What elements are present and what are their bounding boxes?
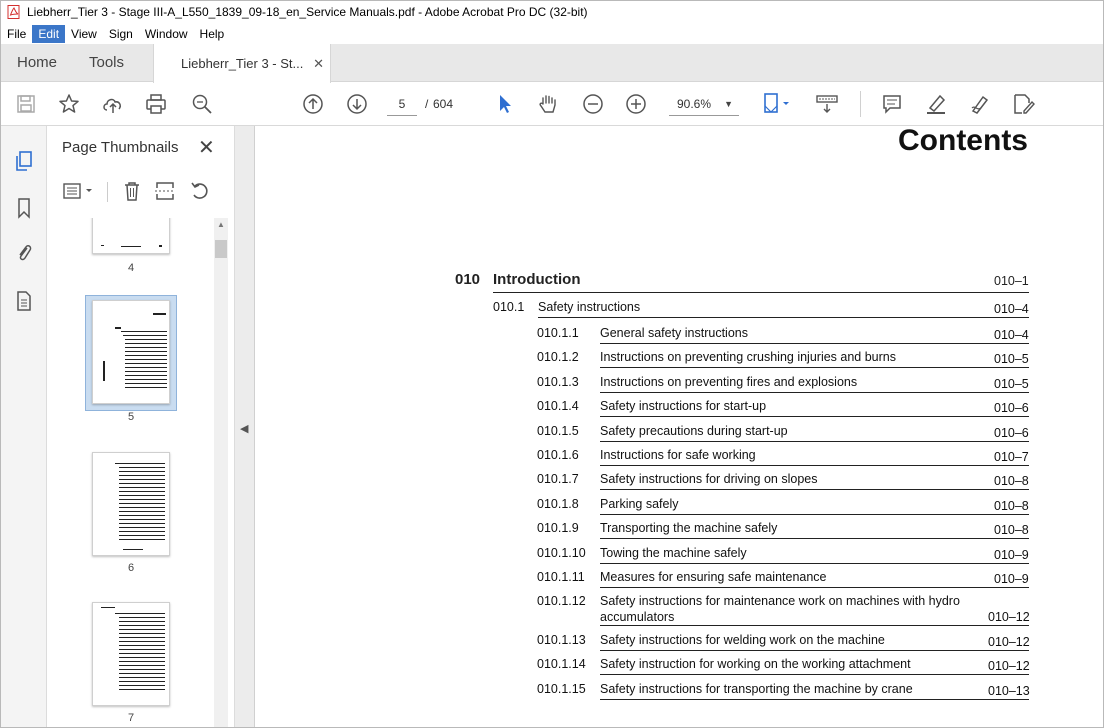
panel-title: Page Thumbnails (62, 139, 179, 156)
thumb-line (119, 471, 165, 472)
toc-entry-title: Safety instructions for start-up (600, 399, 767, 414)
toc-rule (600, 587, 1029, 588)
toc-rule (493, 292, 1029, 293)
toc-entry-page: 010–12 (988, 659, 1030, 674)
toc-section-number: 010.1 (493, 300, 525, 314)
toc-entry-number: 010.1.14 (537, 657, 586, 672)
zoom-out-icon[interactable] (580, 91, 606, 117)
zoom-level-select[interactable] (669, 92, 739, 116)
toc-section-page: 010–4 (994, 302, 1029, 316)
next-page-icon[interactable] (344, 91, 370, 117)
thumb-line (119, 661, 165, 662)
thumbnail-list[interactable] (48, 218, 235, 728)
toc-entry-title: Safety instructions for transporting the machine by crane (600, 681, 913, 696)
toc-entry-page: 010–5 (994, 352, 1029, 367)
menu-bar (1, 23, 1104, 44)
toc-entry-title: Instructions on preventing fires and explosions (600, 374, 858, 389)
toc-entry-number: 010.1.3 (537, 374, 579, 389)
thumb-line (123, 335, 167, 336)
thumb-line (119, 681, 165, 682)
toc-entry-number: 010.1.7 (537, 472, 579, 487)
thumb-line (119, 531, 165, 532)
zoom-in-icon[interactable] (623, 91, 649, 117)
toc-rule (600, 674, 1029, 675)
thumb-line (119, 479, 165, 480)
upload-cloud-icon[interactable] (100, 91, 126, 117)
toc-rule (600, 465, 1029, 466)
panel-splitter[interactable] (235, 126, 255, 728)
toc-entry-title: Transporting the machine safely (600, 521, 778, 536)
toc-rule (600, 650, 1029, 651)
toc-entry-title: Instructions for safe working (600, 448, 756, 462)
menu-sign[interactable]: Sign (108, 26, 133, 41)
rotate-page-icon[interactable] (187, 178, 213, 204)
toc-entry-title: Safety instructions for driving on slopes (600, 472, 818, 487)
toc-entry-number: 010.1.1 (537, 326, 579, 340)
thumb-line (119, 503, 165, 504)
thumb-line (119, 515, 165, 516)
menu-file[interactable]: File (7, 26, 27, 41)
toc-rule (600, 699, 1029, 700)
toc-rule (538, 317, 1029, 318)
thumb-line (119, 633, 165, 634)
thumb-line (125, 343, 167, 344)
tab-home[interactable]: Home (17, 54, 58, 71)
toc-rule (600, 367, 1029, 368)
thumb-line (119, 535, 165, 536)
menu-view[interactable]: View (71, 26, 97, 41)
toc-chapter-number: 010 (455, 271, 481, 288)
toc-entry-number: 010.1.10 (537, 545, 586, 560)
toc-entry-page: 010–9 (994, 572, 1029, 586)
thumbnail-label: 6 (127, 562, 135, 574)
thumb-line (119, 491, 165, 492)
toc-entry-title: Safety instructions for maintenance work on machines with hydro (600, 594, 960, 609)
thumb-line (125, 371, 167, 372)
tab-tools[interactable]: Tools (89, 54, 125, 71)
attachments-paperclip-icon[interactable] (11, 240, 37, 266)
thumb-line (119, 499, 165, 500)
thumb-line (125, 383, 167, 384)
thumbnail-page-7[interactable] (92, 602, 170, 706)
toc-entry-page: 010–4 (994, 328, 1029, 342)
toc-entry-number: 010.1.13 (537, 632, 586, 647)
thumbnail-label: 5 (127, 411, 135, 423)
title-bar (1, 1, 1104, 23)
select-cursor-icon[interactable] (492, 91, 518, 117)
toc-entry-title: Towing the machine safely (600, 545, 747, 560)
thumb-line (119, 617, 165, 618)
previous-page-icon[interactable] (300, 91, 326, 117)
thumb-line (125, 367, 167, 368)
thumb-line (101, 607, 115, 608)
thumb-line (119, 685, 165, 686)
toc-entry-title-continued: accumulators (600, 610, 675, 625)
toc-entry-page: 010–6 (994, 425, 1029, 440)
toc-entry-number: 010.1.11 (537, 570, 585, 584)
print-icon[interactable] (143, 91, 169, 117)
menu-edit[interactable]: Edit (32, 25, 65, 43)
toc-entry-page: 010–12 (988, 634, 1030, 649)
toc-entry-number: 010.1.9 (537, 521, 579, 536)
thumb-line (121, 246, 141, 247)
toc-entry-number: 010.1.4 (537, 399, 579, 414)
scroll-up-arrow-icon[interactable]: ▲ (217, 220, 225, 229)
thumb-line (119, 467, 165, 468)
thumb-line (119, 645, 165, 646)
toc-rule (600, 563, 1029, 564)
toc-entry-page: 010–8 (994, 523, 1029, 538)
menu-window[interactable]: Window (144, 26, 188, 41)
toc-entry-page: 010–6 (994, 401, 1029, 416)
document-view[interactable] (256, 126, 1104, 728)
page-total: 604 (433, 97, 454, 111)
toc-entry-title: General safety instructions (600, 326, 748, 340)
thumb-line (125, 347, 167, 348)
toc-rule (600, 392, 1029, 393)
thumb-line (119, 673, 165, 674)
thumb-line (119, 665, 165, 666)
zoom-level-value: 90.6% (677, 97, 712, 111)
toc-rule (600, 416, 1029, 417)
toc-entry-title: Instructions on preventing crushing injuries and burns (600, 350, 897, 365)
toc-entry-title: Parking safely (600, 496, 679, 511)
thumb-line (119, 519, 165, 520)
toc-rule (600, 625, 1029, 626)
acrobat-pdf-icon (7, 5, 21, 19)
tab-document-label: Liebherr_Tier 3 - St... (181, 56, 304, 71)
toc-chapter-page: 010–1 (994, 274, 1029, 288)
thumb-line (119, 527, 165, 528)
thumb-line (119, 649, 165, 650)
toc-entry-title: Safety precautions during start-up (600, 423, 788, 438)
thumb-line (119, 669, 165, 670)
bookmarks-icon[interactable] (11, 195, 37, 221)
comment-icon[interactable] (879, 91, 905, 117)
thumb-line (119, 657, 165, 658)
thumb-line (159, 245, 162, 247)
thumbnail-tools (48, 174, 235, 208)
thumb-line (125, 379, 167, 380)
thumb-line (119, 523, 165, 524)
toc-rule (600, 343, 1029, 344)
thumb-line (119, 629, 165, 630)
document-page-icon[interactable] (11, 288, 37, 314)
thumbnail-page-5[interactable] (92, 300, 170, 404)
extract-pages-icon[interactable] (152, 178, 178, 204)
toc-entry-title: Safety instruction for working on the working attachment (600, 657, 911, 672)
chevron-down-icon: ▼ (724, 99, 733, 109)
toc-entry-page: 010–9 (994, 547, 1029, 562)
page-heading: Contents (898, 126, 1028, 157)
zoom-search-icon[interactable] (189, 91, 215, 117)
tab-document[interactable] (153, 44, 331, 83)
toc-rule (600, 514, 1029, 515)
toc-entry-number: 010.1.5 (537, 423, 579, 438)
thumb-line (115, 463, 165, 464)
page-thumbnails-icon[interactable] (11, 148, 37, 174)
thumb-line (125, 363, 167, 364)
thumb-line (119, 495, 165, 496)
menu-help[interactable]: Help (199, 26, 225, 41)
scrollbar-thumb[interactable] (215, 240, 227, 258)
thumb-line (115, 327, 121, 329)
thumb-line (119, 487, 165, 488)
thumb-line (119, 641, 165, 642)
thumbnail-page-4[interactable] (92, 218, 170, 254)
thumb-line (119, 689, 165, 690)
save-icon[interactable] (13, 91, 39, 117)
fit-page-icon[interactable] (759, 91, 795, 117)
thumbnail-options-icon[interactable] (60, 178, 98, 204)
thumbnail-label: 7 (127, 712, 135, 724)
toc-entry-number: 010.1.6 (537, 448, 579, 462)
thumb-line (119, 511, 165, 512)
thumb-line (119, 653, 165, 654)
thumb-line (121, 331, 167, 332)
thumb-line (125, 351, 167, 352)
toc-rule (600, 538, 1029, 539)
fill-sign-icon[interactable] (967, 91, 993, 117)
thumb-line (103, 361, 105, 381)
hand-tool-icon[interactable] (535, 91, 561, 117)
thumbnail-scrollbar[interactable] (214, 218, 228, 728)
toc-rule (600, 441, 1029, 442)
thumb-line (125, 359, 167, 360)
delete-page-icon[interactable] (119, 178, 145, 204)
toc-entry-page: 010–8 (994, 474, 1029, 489)
toc-entry-page: 010–12 (988, 610, 1030, 625)
toc-entry-number: 010.1.2 (537, 350, 579, 365)
toc-entry-page: 010–13 (988, 683, 1030, 698)
toc-section-title: Safety instructions (538, 300, 641, 314)
thumb-line (101, 245, 104, 246)
page-thumbnails-panel (48, 126, 235, 728)
toc-entry-number: 010.1.12 (537, 594, 586, 609)
thumb-line (119, 475, 165, 476)
thumb-line (119, 677, 165, 678)
toc-entry-page: 010–7 (994, 450, 1029, 464)
thumb-line (119, 625, 165, 626)
thumb-line (115, 613, 165, 614)
thumb-line (119, 507, 165, 508)
toc-entry-page: 010–5 (994, 376, 1029, 391)
page-separator: / (425, 97, 429, 111)
page-number-input[interactable]: 5 (387, 92, 417, 116)
tab-bar (1, 44, 1104, 82)
thumb-line (153, 313, 166, 315)
toc-entry-page: 010–8 (994, 498, 1029, 513)
thumb-line (125, 387, 167, 388)
thumb-line (119, 621, 165, 622)
thumb-line (123, 549, 143, 550)
thumb-line (119, 539, 165, 540)
left-navigation-rail (1, 126, 47, 728)
toc-entry-number: 010.1.8 (537, 496, 579, 511)
panel-tool-separator (107, 182, 108, 202)
toc-chapter-title[interactable]: Introduction (493, 271, 581, 288)
toolbar-divider (860, 91, 861, 117)
thumb-line (125, 355, 167, 356)
toc-entry-title: Safety instructions for welding work on the machine (600, 632, 885, 647)
highlight-pen-icon[interactable] (923, 91, 949, 117)
toc-entry-number: 010.1.15 (537, 681, 586, 696)
main-toolbar (1, 83, 1104, 126)
close-panel-icon[interactable]: ✕ (198, 137, 215, 159)
thumb-line (125, 339, 167, 340)
thumb-line (125, 375, 167, 376)
scroll-mode-icon[interactable] (814, 91, 840, 117)
bookmark-star-icon[interactable] (56, 91, 82, 117)
thumbnail-page-6[interactable] (92, 452, 170, 556)
edit-pdf-icon[interactable] (1011, 91, 1037, 117)
thumb-line (119, 637, 165, 638)
collapse-panel-arrow-icon[interactable]: ◀ (240, 423, 249, 435)
toc-rule (600, 489, 1029, 490)
window-title: Liebherr_Tier 3 - Stage III-A_L550_1839_09-18_en_Service Manuals.pdf - Adobe Acrobat Pro DC (32-bit) (27, 5, 588, 19)
thumb-line (119, 483, 165, 484)
toc-entry-title: Measures for ensuring safe maintenance (600, 570, 827, 584)
thumbnail-label: 4 (127, 262, 135, 274)
tab-close-icon[interactable]: ✕ (313, 56, 324, 71)
